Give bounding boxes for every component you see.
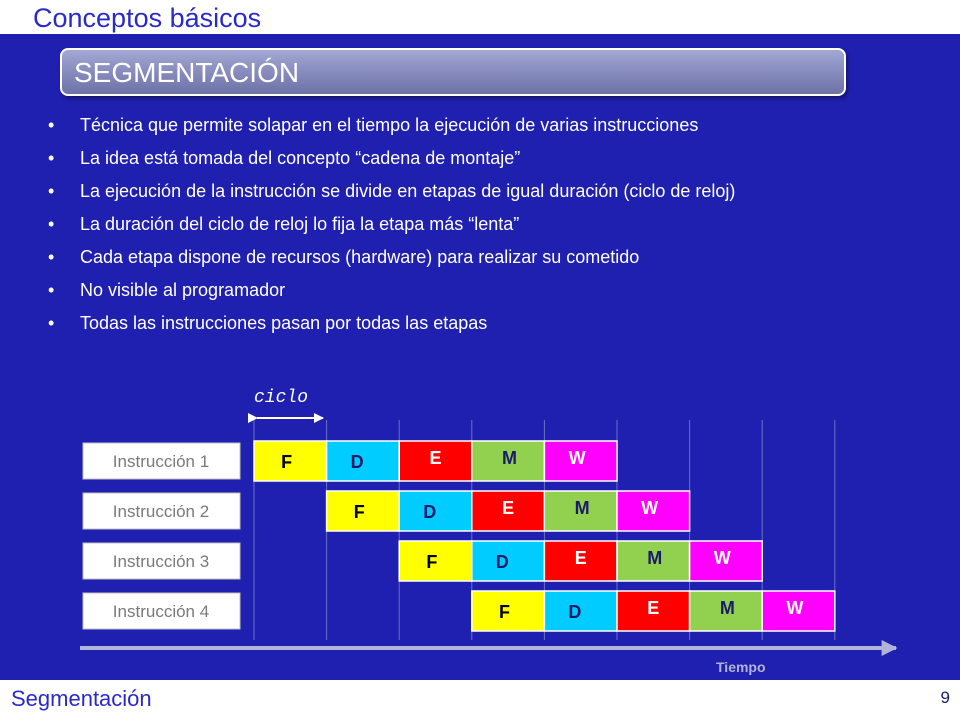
- stage-label-f: F: [498, 602, 510, 622]
- stage-label-m: M: [502, 448, 518, 468]
- pipeline-rows: [83, 441, 835, 631]
- bullet-item: • La idea está tomada del concepto “cadena de montaje”: [48, 147, 908, 170]
- bullet-item: • No visible al programador: [48, 279, 908, 302]
- stage-label-m: M: [647, 548, 663, 568]
- stage-label-w: W: [641, 498, 659, 518]
- instruction-label: Instrucción 4: [112, 602, 210, 621]
- instruction-label: Instrucción 1: [112, 452, 210, 471]
- stage-label-m: M: [719, 598, 735, 618]
- stage-label-w: W: [568, 448, 586, 468]
- stage-label-d: D: [568, 602, 582, 622]
- stage-label-e: E: [647, 598, 660, 618]
- section-title: SEGMENTACIÓN: [74, 57, 300, 88]
- bullet-item: • La duración del ciclo de reloj lo fija la etapa más “lenta”: [48, 213, 908, 236]
- stage-label-w: W: [713, 548, 731, 568]
- stage-label-m: M: [574, 498, 590, 518]
- page-number: 9: [940, 688, 950, 707]
- slide-title: Conceptos básicos: [33, 3, 262, 33]
- stage-label-f: F: [353, 502, 365, 522]
- time-label: Tiempo: [716, 659, 766, 675]
- bullet-item: • Todas las instrucciones pasan por todas las etapas: [48, 312, 908, 335]
- stage-label-d: D: [350, 452, 364, 472]
- bullet-item: • Cada etapa dispone de recursos (hardware) para realizar su cometido: [48, 246, 908, 269]
- stage-label-e: E: [502, 498, 515, 518]
- footer-title: Segmentación: [11, 686, 152, 711]
- stage-label-f: F: [426, 552, 438, 572]
- stage-label-e: E: [574, 548, 587, 568]
- cycle-label: ciclo: [254, 388, 309, 408]
- stage-label-d: D: [495, 552, 509, 572]
- bullet-item: • La ejecución de la instrucción se divide en etapas de igual duración (ciclo de reloj): [48, 180, 908, 203]
- stage-label-w: W: [786, 598, 804, 618]
- instruction-label: Instrucción 3: [112, 552, 210, 571]
- instruction-label: Instrucción 2: [112, 502, 210, 521]
- stage-label-d: D: [423, 502, 437, 522]
- stage-label-f: F: [281, 452, 293, 472]
- bullet-item: • Técnica que permite solapar en el tiempo la ejecución de varias instrucciones: [48, 114, 908, 137]
- stage-label-e: E: [429, 448, 442, 468]
